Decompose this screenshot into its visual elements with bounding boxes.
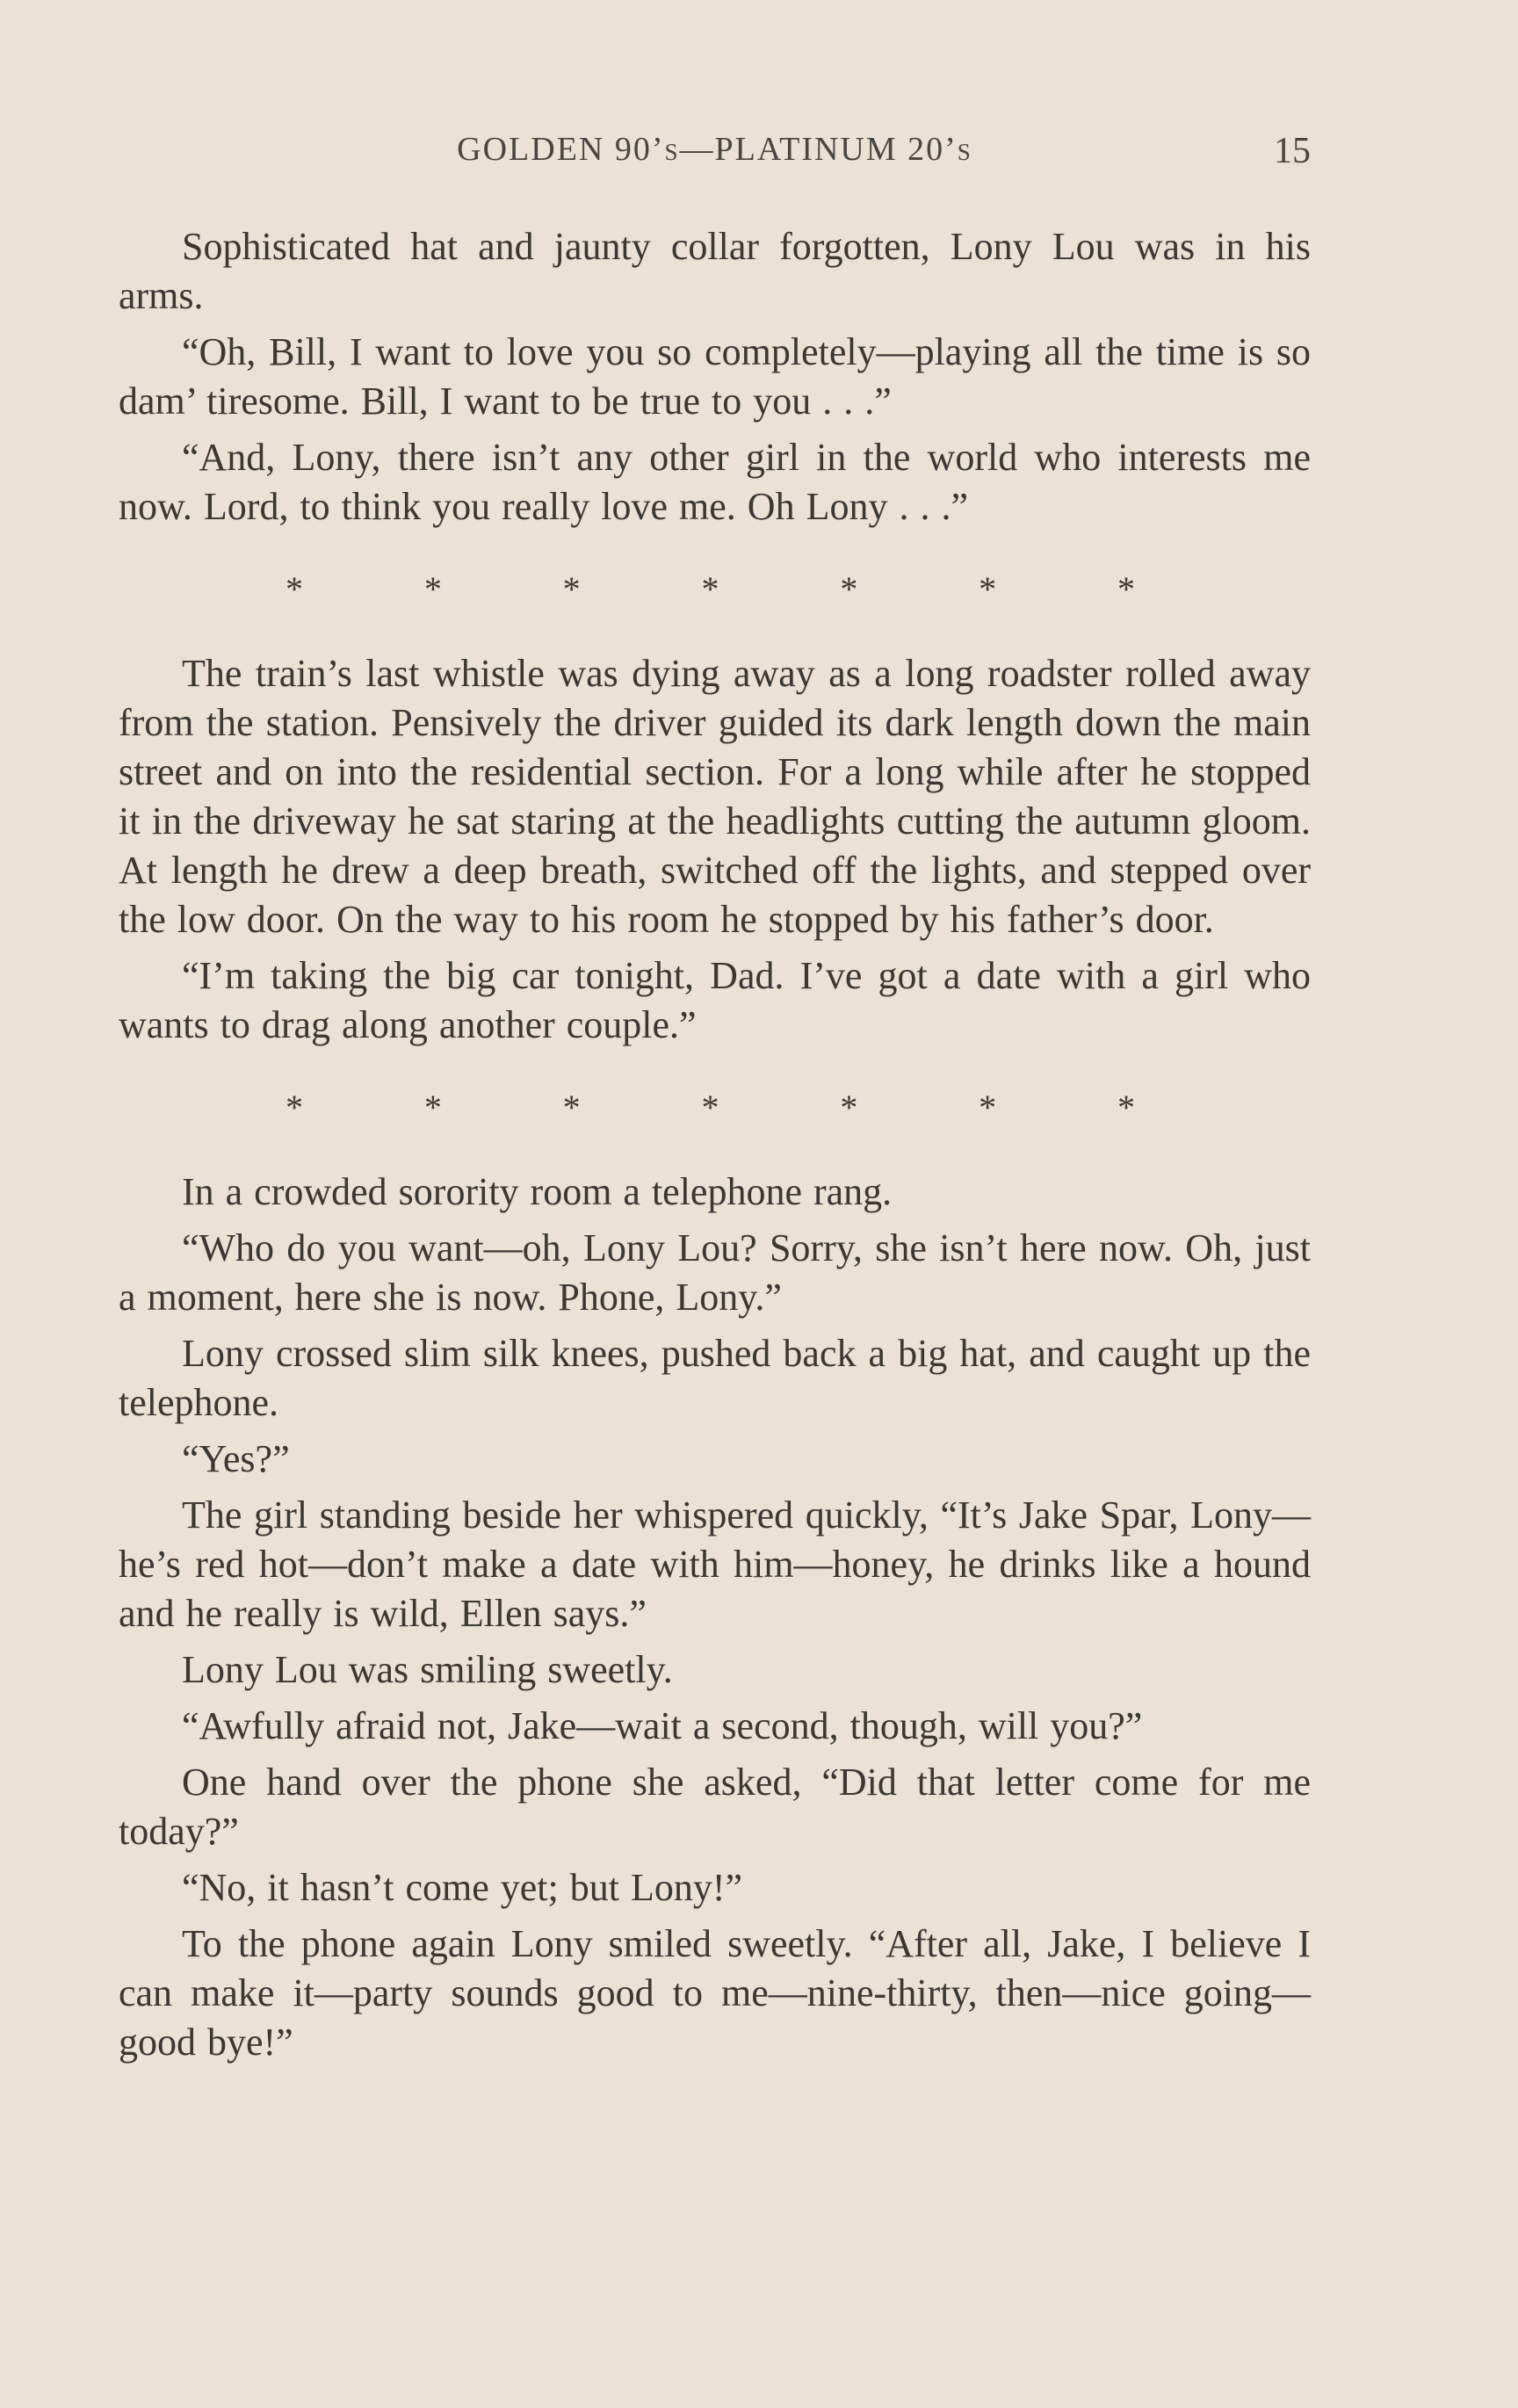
paragraph: Lony crossed slim silk knees, pushed back a big hat, and caught up the telephone. xyxy=(119,1332,1311,1424)
section-break xyxy=(119,1083,1311,1132)
asterisk: * xyxy=(979,569,997,609)
asterisk: * xyxy=(979,1088,997,1127)
paragraph: The girl standing beside her whispered quickly, “It’s Jake Spar, Lony—he’s red hot—don’t make a date with him—honey, he drinks like a hound and he really is wild, Ellen says.” xyxy=(119,1493,1311,1635)
asterisk: * xyxy=(562,1088,581,1127)
paragraph: “Yes?” xyxy=(182,1437,290,1480)
paragraph: “Oh, Bill, I want to love you so completely—playing all the time is so dam’ tiresome. Bill, I want to be true to you . . .” xyxy=(119,330,1311,423)
asterisk: * xyxy=(701,569,719,609)
paragraph: Lony Lou was smiling sweetly. xyxy=(182,1648,673,1691)
paragraph: Sophisticated hat and jaunty collar forgotten, Lony Lou was in his arms. xyxy=(119,225,1311,317)
paragraph: In a crowded sorority room a telephone rang. xyxy=(182,1170,893,1213)
body-text xyxy=(119,222,1311,2074)
asterisk: * xyxy=(840,1088,858,1127)
page-number: 15 xyxy=(1274,131,1311,171)
paragraph: “And, Lony, there isn’t any other girl in the world who interests me now. Lord, to think you really love me. Oh Lony . . .” xyxy=(119,436,1311,528)
paragraph: “Awfully afraid not, Jake—wait a second, though, will you?” xyxy=(182,1704,1143,1747)
running-head xyxy=(119,130,1311,183)
paragraph: To the phone again Lony smiled sweetly. “After all, Jake, I believe I can make it—party sounds good to me—nine-thirty, then—nice going—good bye!” xyxy=(119,1922,1311,2064)
paragraph: One hand over the phone she asked, “Did that letter come for me today?” xyxy=(119,1761,1311,1853)
paragraph: “I’m taking the big car tonight, Dad. I’ve got a date with a girl who wants to drag along another couple.” xyxy=(119,954,1311,1046)
asterisk: * xyxy=(562,569,581,609)
asterisk: * xyxy=(840,569,858,609)
paragraph: “No, it hasn’t come yet; but Lony!” xyxy=(182,1866,743,1909)
asterisk: * xyxy=(423,1088,442,1127)
asterisk: * xyxy=(286,569,303,609)
asterisk: * xyxy=(1117,1088,1135,1127)
running-title: GOLDEN 90’s—PLATINUM 20’s xyxy=(457,131,972,168)
asterisk: * xyxy=(701,1088,719,1127)
asterisk: * xyxy=(286,1088,303,1127)
asterisk: * xyxy=(423,569,442,609)
section-break xyxy=(119,565,1311,614)
paragraph: “Who do you want—oh, Lony Lou? Sorry, she isn’t here now. Oh, just a moment, here she is now. Phone, Lony.” xyxy=(119,1226,1311,1319)
paragraph: The train’s last whistle was dying away as a long roadster rolled away from the station. Pensively the driver guided its dark length down the main street and on into the residential section. For a long while after he stopped it in the driveway he sat staring at the headlights cutting the autumn gloom. At length he drew a deep breath, switched off the lights, and stepped over the low door. On the way to his room he stopped by his father’s door. xyxy=(119,652,1311,941)
asterisk: * xyxy=(1117,569,1135,609)
